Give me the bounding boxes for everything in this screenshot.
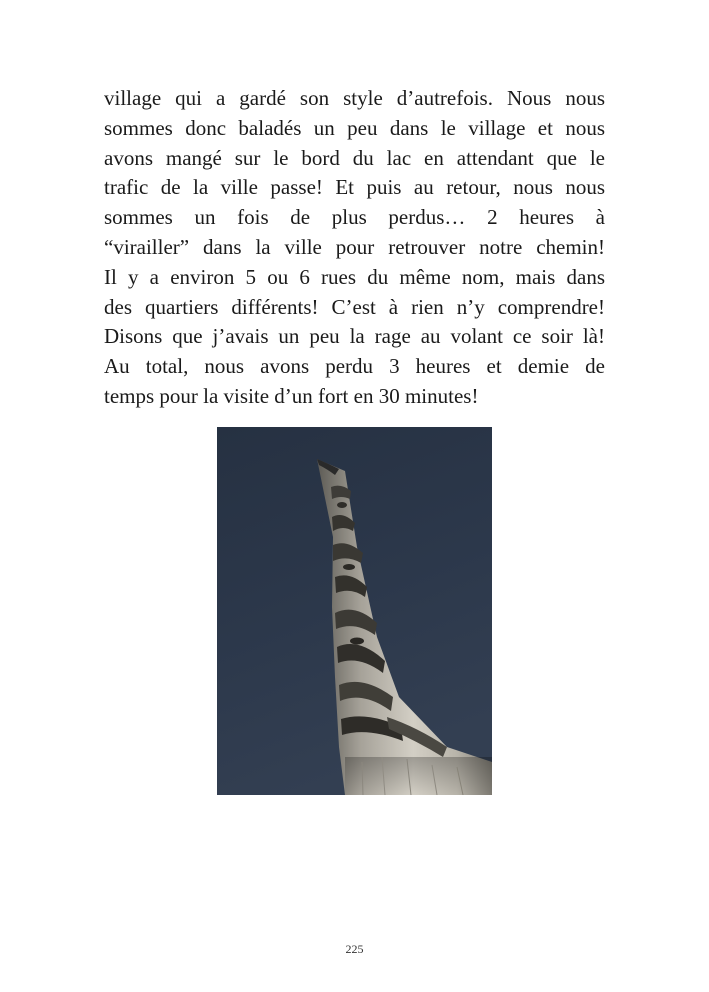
totem-pole-photo (217, 427, 492, 795)
text-line: sommes donc baladés un peu dans le village et nous (104, 115, 605, 140)
text-line: Disons que j’avais un peu la rage au volant ce soir là! (104, 324, 605, 349)
text-line: Au total, nous avons perdu 3 heures et demie de (104, 354, 605, 379)
text-line: avons mangé sur le bord du lac en attendant que le (104, 145, 605, 170)
text-line: Il y a environ 5 ou 6 rues du même nom, mais dans (104, 264, 605, 289)
text-line: des quartiers différents! C’est à rien n’y comprendre! (104, 294, 605, 319)
text-line: trafic de la ville passe! Et puis au retour, nous nous (104, 175, 605, 200)
body-paragraph (104, 84, 605, 412)
text-line: temps pour la visite d’un fort en 30 minutes! (104, 383, 479, 408)
text-line: “virailler” dans la ville pour retrouver notre chemin! (104, 234, 605, 259)
text-line: sommes un fois de plus perdus… 2 heures à (104, 205, 605, 230)
page-number: 225 (345, 942, 364, 956)
text-line: village qui a gardé son style d’autrefois. Nous nous (104, 86, 605, 110)
